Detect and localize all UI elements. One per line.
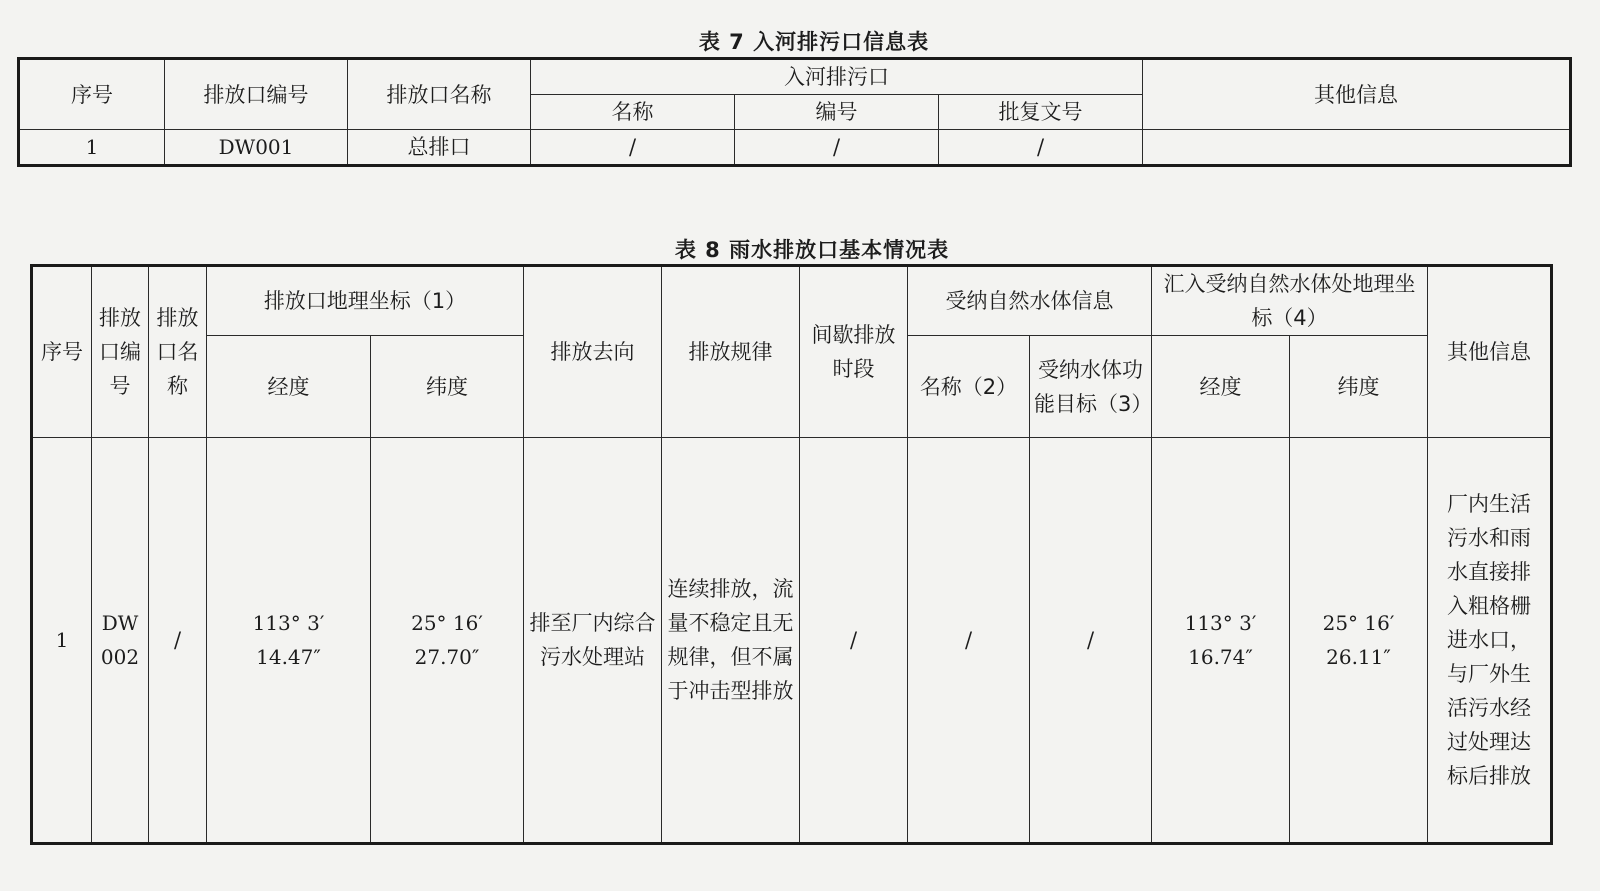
- cell-pattern: 连续排放，流量不稳定且无规律，但不属于冲击型排放: [662, 438, 800, 844]
- header-lon: 经度: [207, 336, 371, 438]
- cell-wb-name: /: [908, 438, 1030, 844]
- header-inflow-lat: 纬度: [1290, 336, 1428, 438]
- header-wb-target: 受纳水体功能目标（3）: [1030, 336, 1152, 438]
- header-other: 其他信息: [1143, 59, 1571, 130]
- cell-outlet-code: DW002: [92, 438, 149, 844]
- cell-name: /: [531, 130, 735, 166]
- header-other: 其他信息: [1428, 266, 1552, 438]
- cell-intermittent: /: [800, 438, 908, 844]
- header-outlet-code: 排放口编号: [165, 59, 348, 130]
- cell-other: [1143, 130, 1571, 166]
- header-direction: 排放去向: [524, 266, 662, 438]
- cell-code: /: [735, 130, 939, 166]
- header-outlet-code: 排放口编号: [92, 266, 149, 438]
- rainwater-outlet-table: [30, 264, 1553, 845]
- cell-outlet-name: /: [149, 438, 207, 844]
- river-outlet-table: [17, 57, 1572, 167]
- header-wb-name: 名称（2）: [908, 336, 1030, 438]
- table7-caption: 表 7 入河排污口信息表: [698, 30, 930, 54]
- header-seq: 序号: [19, 59, 165, 130]
- table8-caption: 表 8 雨水排放口基本情况表: [674, 238, 950, 262]
- header-code: 编号: [735, 95, 939, 130]
- cell-outlet-code: DW001: [165, 130, 348, 166]
- cell-inflow-lon: 113° 3′ 16.74″: [1152, 438, 1290, 844]
- cell-direction: 排至厂内综合污水处理站: [524, 438, 662, 844]
- header-inflow-geo: 汇入受纳自然水体处地理坐标（4）: [1152, 266, 1428, 336]
- header-outlet-name: 排放口名称: [348, 59, 531, 130]
- table-row: [32, 438, 1552, 844]
- cell-lon: 113° 3′ 14.47″: [207, 438, 371, 844]
- cell-inflow-lat: 25° 16′ 26.11″: [1290, 438, 1428, 844]
- cell-wb-target: /: [1030, 438, 1152, 844]
- header-water-body-info: 受纳自然水体信息: [908, 266, 1152, 336]
- header-river-outlet: 入河排污口: [531, 59, 1143, 95]
- table-row: [19, 130, 1571, 166]
- cell-lat: 25° 16′ 27.70″: [371, 438, 524, 844]
- cell-approval-no: /: [939, 130, 1143, 166]
- cell-seq: 1: [32, 438, 92, 844]
- header-outlet-name: 排放口名称: [149, 266, 207, 438]
- header-approval-no: 批复文号: [939, 95, 1143, 130]
- header-seq: 序号: [32, 266, 92, 438]
- header-intermittent: 间歇排放时段: [800, 266, 908, 438]
- cell-other: 厂内生活污水和雨水直接排入粗格栅进水口，与厂外生活污水经过处理达标后排放: [1428, 438, 1552, 844]
- cell-seq: 1: [19, 130, 165, 166]
- header-geo: 排放口地理坐标（1）: [207, 266, 524, 336]
- header-pattern: 排放规律: [662, 266, 800, 438]
- header-name: 名称: [531, 95, 735, 130]
- cell-outlet-name: 总排口: [348, 130, 531, 166]
- header-lat: 纬度: [371, 336, 524, 438]
- header-inflow-lon: 经度: [1152, 336, 1290, 438]
